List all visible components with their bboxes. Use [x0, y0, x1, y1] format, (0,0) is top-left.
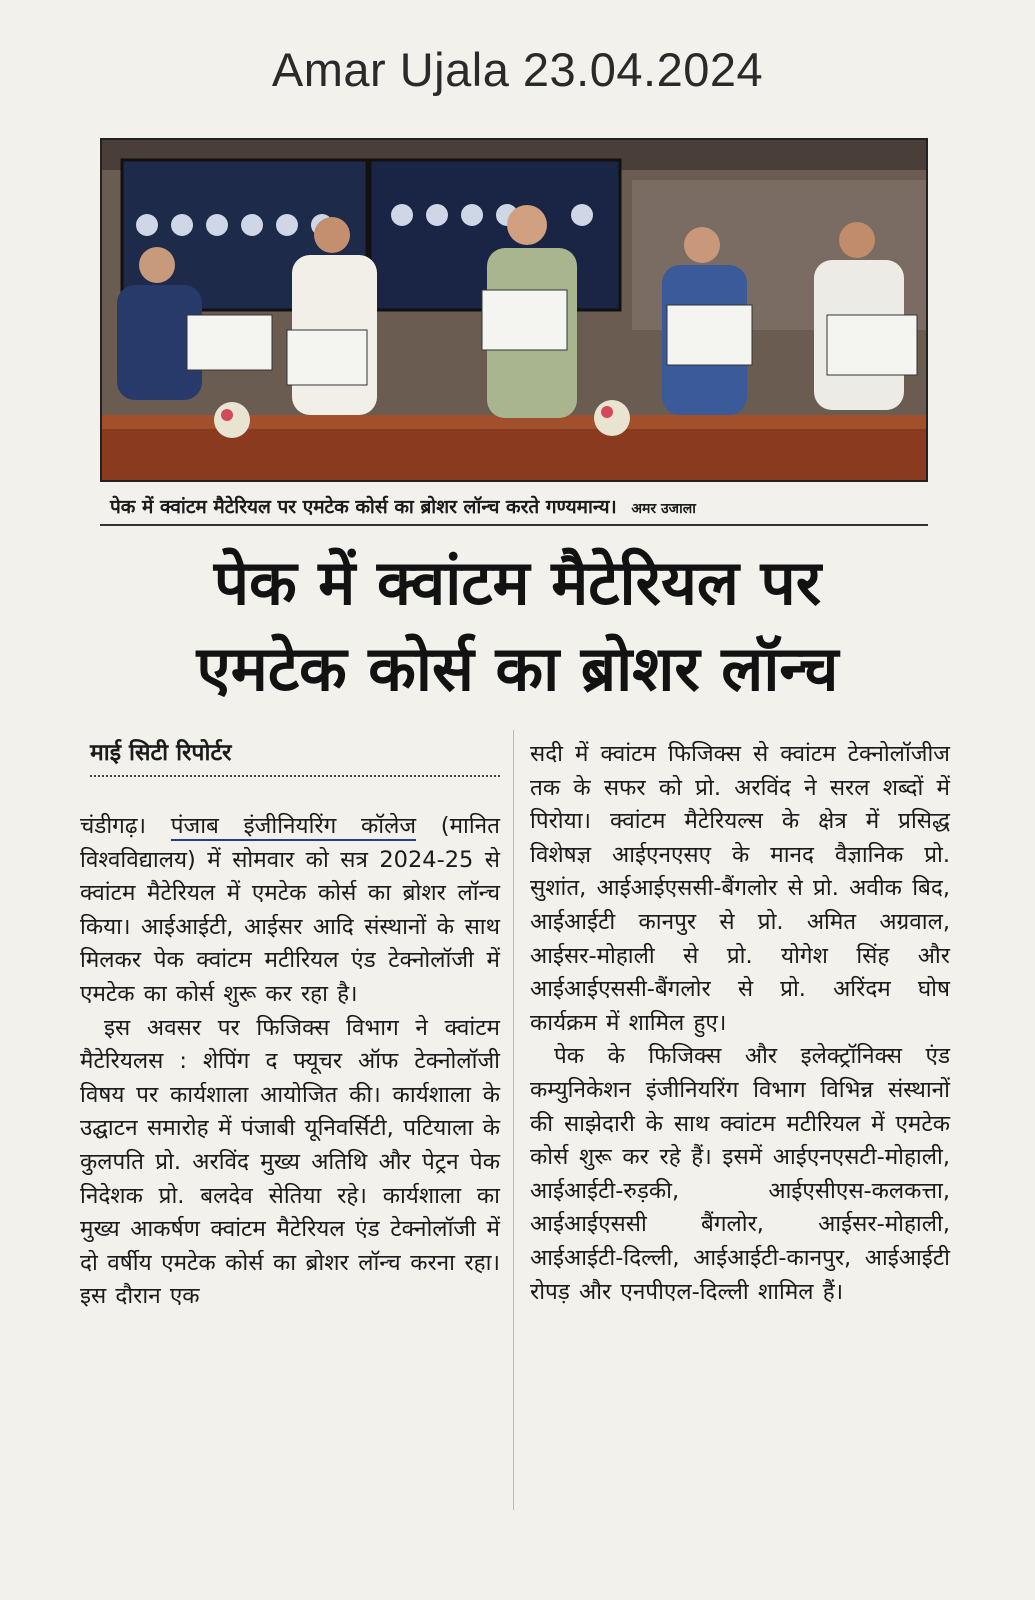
- column-divider: [513, 730, 514, 1510]
- headline-line-1: पेक में क्वांटम मैटेरियल पर: [213, 546, 822, 619]
- caption-rule: [100, 524, 928, 526]
- headline: [60, 540, 975, 712]
- photo-illustration: [102, 140, 926, 480]
- college-name-highlight: पंजाब इंजीनियरिंग कॉलेज: [170, 813, 417, 839]
- masthead: [0, 42, 1035, 97]
- masthead-date: 23.04.2024: [522, 43, 764, 96]
- paragraph-1: [80, 810, 500, 1012]
- article-column-1: [80, 810, 500, 1314]
- photo-credit: अमर उजाला: [631, 501, 696, 517]
- paragraph-2: इस अवसर पर फिजिक्स विभाग ने क्वांटम मैटेरियलस : शेपिंग द फ्यूचर ऑफ टेक्नोलॉजी विषय पर कार्यशाला आयोजित की। कार्यशाला के उद्घाटन समारोह में पंजाबी यूनिवर्सिटी, पटियाला के कुलपति प्रो. अरविंद मुख्य अतिथि और पेट्रन पेक निदेशक प्रो. बलदेव सेतिया रहे। कार्यशाला का मुख्य आकर्षण क्वांटम मैटेरियल एंड टेक्नोलॉजी में दो वर्षीय एमटेक कोर्स का ब्रोशर लॉन्च करना रहा। इस दौरान एक: [80, 1014, 500, 1310]
- news-photo: [100, 138, 928, 482]
- headline-line-2: एमटेक कोर्स का ब्रोशर लॉन्च: [196, 632, 839, 705]
- article-column-2: [530, 738, 950, 1309]
- photo-caption: [100, 492, 928, 522]
- dateline: चंडीगढ़।: [80, 813, 147, 839]
- paragraph-1-text: (मानित विश्वविद्यालय) में सोमवार को सत्र 2024-25 से क्वांटम मैटेरियल में एमटेक कोर्स का ब्रोशर लॉन्च किया। आईआईटी, आईसर आदि संस्थानों के साथ मिलकर पेक क्वांटम मटीरियल एंड टेक्नोलॉजी में एमटेक का कोर्स शुरू कर रहा है।: [80, 813, 500, 1007]
- byline: माई सिटी रिपोर्टर: [90, 735, 500, 777]
- paragraph-3: सदी में क्वांटम फिजिक्स से क्वांटम टेक्नोलॉजीज तक के सफर को प्रो. अरविंद ने सरल शब्दों में पिरोया। क्वांटम मैटेरियल्स के क्षेत्र में प्रसिद्ध विशेषज्ञ आईएनएसए के मानद वैज्ञानिक प्रो. सुशांत, आईआईएससी-बैंगलोर से प्रो. अवीक बिद, आईआईटी कानपुर से प्रो. अमित अग्रवाल, आईसर-मोहाली से प्रो. योगेश सिंह और आईआईएससी-बैंगलोर से प्रो. अरिंदम घोष कार्यक्रम में शामिल हुए।: [530, 741, 950, 1036]
- masthead-source: Amar Ujala: [271, 43, 510, 96]
- paragraph-4: पेक के फिजिक्स और इलेक्ट्रॉनिक्स एंड कम्युनिकेशन इंजीनियरिंग विभाग विभिन्न संस्थानों की साझेदारी के साथ क्वांटम मटीरियल में एमटेक कोर्स शुरू कर रहे हैं। इसमें आईएनएसटी-मोहाली, आईआईटी-रुड़की, आईएसीएस-कलकत्ता, आईआईएससी बैंगलोर, आईसर-मोहाली, आईआईटी-दिल्ली, आईआईटी-कानपुर, आईआईटी रोपड़ और एनपीएल-दिल्ली शामिल हैं।: [530, 1043, 950, 1305]
- caption-text: पेक में क्वांटम मैटेरियल पर एमटेक कोर्स का ब्रोशर लॉन्च करते गण्यमान्य।: [110, 496, 617, 518]
